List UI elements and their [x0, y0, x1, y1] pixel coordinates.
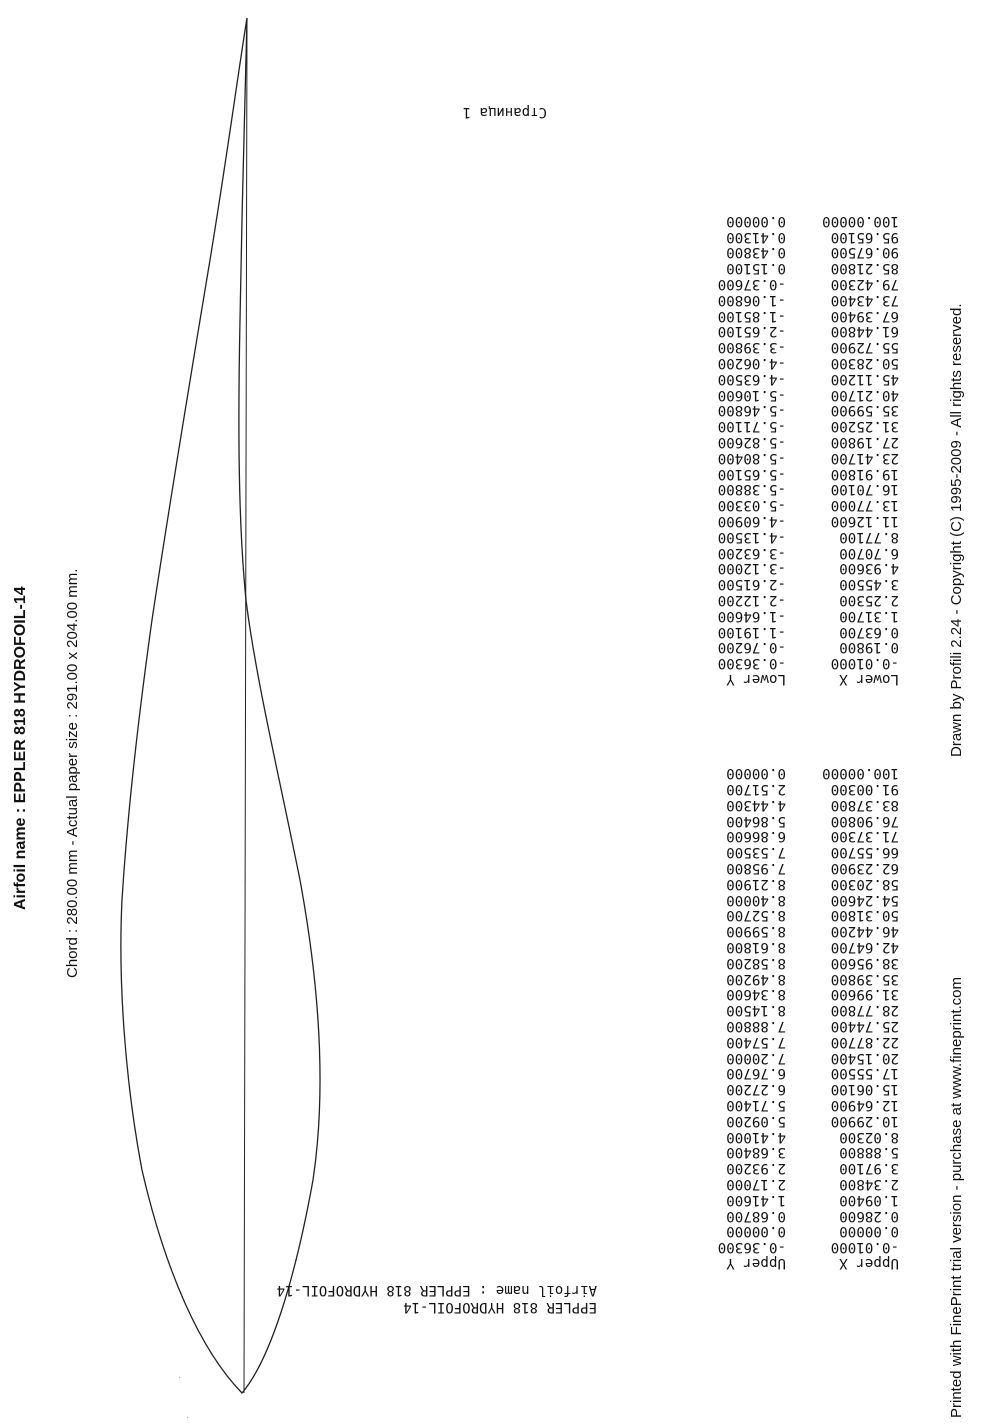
upper-y-value: 8.58200 — [726, 954, 786, 971]
table-row — [686, 275, 899, 291]
lower-y-value: -4.63500 — [717, 370, 786, 387]
upper-x-value: 71.37300 — [830, 828, 899, 845]
coords-heading-airfoil: Airfoil name : EPPLER 818 HYDROFOIL-14 — [276, 1282, 597, 1298]
lower-y-value: -1.85100 — [717, 307, 786, 324]
drawn-by-text: Drawn by Profili 2.24 - Copyright (C) 1995-2009 - All rights reserved. — [948, 303, 965, 757]
lower-x-value: 1.31700 — [839, 607, 899, 624]
lower-x-value: 27.19800 — [830, 434, 899, 451]
table-row — [686, 544, 899, 560]
upper-x-value: 91.00300 — [830, 781, 899, 798]
table-row — [686, 307, 899, 323]
table-row — [686, 323, 899, 339]
table-row — [686, 370, 899, 386]
upper-y-value: 4.44300 — [726, 796, 786, 813]
upper-y-value: 8.14500 — [726, 1002, 786, 1019]
table-row — [686, 765, 899, 781]
lower-y-value: -5.38800 — [717, 481, 786, 498]
table-row — [686, 1065, 899, 1081]
lower-y-value: -2.61500 — [717, 576, 786, 593]
upper-y-value: 6.27200 — [726, 1081, 786, 1098]
table-row — [686, 512, 899, 528]
upper-x-value: 5.88800 — [839, 1144, 899, 1161]
table-row — [686, 212, 899, 228]
table-row — [686, 954, 899, 970]
lower-y-value: -4.13500 — [717, 528, 786, 545]
upper-y-value: 7.20000 — [726, 1049, 786, 1066]
upper-y-value: 6.86600 — [726, 828, 786, 845]
upper-y-header: Upper Y — [726, 1255, 786, 1271]
table-row — [686, 654, 899, 670]
table-row — [686, 796, 899, 812]
table-row — [686, 859, 899, 875]
lower-x-value: 55.72900 — [830, 339, 899, 356]
upper-y-value: -0.36300 — [717, 1239, 786, 1256]
lower-y-value: -1.19100 — [717, 623, 786, 640]
lower-x-value: 90.67500 — [830, 244, 899, 261]
upper-y-value: 6.76700 — [726, 1065, 786, 1082]
lower-x-value: 79.42300 — [830, 276, 899, 293]
upper-x-value: 3.97100 — [839, 1160, 899, 1177]
table-row — [686, 354, 899, 370]
upper-y-value: 8.52700 — [726, 907, 786, 924]
lower-y-value: 0.41300 — [726, 228, 786, 245]
lower-y-value: -3.63200 — [717, 544, 786, 561]
upper-y-value: 0.68700 — [726, 1207, 786, 1224]
table-row — [686, 1175, 899, 1191]
lower-x-value: 4.93600 — [839, 560, 899, 577]
page-number-label: Страница 1 — [462, 104, 547, 120]
table-row — [686, 891, 899, 907]
lower-y-value: -3.12000 — [717, 560, 786, 577]
lower-y-value: -3.39800 — [717, 339, 786, 356]
lower-x-value: 100.00000 — [822, 212, 899, 229]
lower-y-value: -0.37600 — [717, 276, 786, 293]
lower-y-value: -1.64600 — [717, 607, 786, 624]
lower-y-value: -1.06800 — [717, 291, 786, 308]
upper-x-value: 31.99600 — [830, 986, 899, 1003]
lower-x-value: 45.11200 — [830, 370, 899, 387]
upper-x-value: 50.31800 — [830, 907, 899, 924]
lower-x-value: 95.65100 — [830, 228, 899, 245]
upper-x-value: 46.44200 — [830, 923, 899, 940]
table-row — [686, 259, 899, 275]
scan-speck: · — [186, 1413, 189, 1422]
upper-y-value: 8.34600 — [726, 986, 786, 1003]
lower-y-value: -2.12200 — [717, 592, 786, 609]
table-row — [686, 1096, 899, 1112]
lower-x-header: Lower X — [839, 671, 899, 687]
table-row — [686, 1223, 899, 1239]
upper-x-value: 54.24600 — [830, 891, 899, 908]
upper-x-value: 62.23900 — [830, 860, 899, 877]
table-row — [686, 843, 899, 859]
table-row — [686, 228, 899, 244]
upper-x-value: 8.02300 — [839, 1128, 899, 1145]
lower-x-value: 40.21700 — [830, 386, 899, 403]
upper-y-value: 3.68400 — [726, 1144, 786, 1161]
upper-x-value: -0.01000 — [830, 1239, 899, 1256]
lower-surface-table — [686, 212, 899, 686]
upper-y-value: 7.53500 — [726, 844, 786, 861]
table-row — [686, 417, 899, 433]
lower-x-value: 35.59900 — [830, 402, 899, 419]
lower-y-value: -5.65100 — [717, 465, 786, 482]
lower-x-value: 0.19800 — [839, 639, 899, 656]
table-row — [686, 338, 899, 354]
chord-info: Chord : 280.00 mm - Actual paper size : 291.00 x 204.00 mm. — [64, 568, 81, 978]
table-row — [686, 481, 899, 497]
table-row — [686, 639, 899, 655]
upper-y-value: 8.49200 — [726, 970, 786, 987]
table-row — [686, 828, 899, 844]
table-row — [686, 449, 899, 465]
lower-y-value: -5.82600 — [717, 434, 786, 451]
lower-y-value: -4.60900 — [717, 513, 786, 530]
table-row — [686, 875, 899, 891]
upper-x-value: 83.37800 — [830, 796, 899, 813]
scan-speck: · — [178, 1373, 181, 1382]
table-row — [686, 591, 899, 607]
table-row — [686, 922, 899, 938]
upper-x-value: 12.64900 — [830, 1097, 899, 1114]
lower-x-value: 11.12600 — [830, 513, 899, 530]
upper-surface-table — [686, 765, 899, 1271]
lower-y-value: 0.15100 — [726, 260, 786, 277]
lower-y-value: -5.80400 — [717, 449, 786, 466]
lower-x-value: 23.41700 — [830, 449, 899, 466]
lower-y-value: 0.00000 — [726, 212, 786, 229]
upper-y-value: 5.09200 — [726, 1112, 786, 1129]
upper-x-value: 10.29900 — [830, 1112, 899, 1129]
upper-y-value: 7.88800 — [726, 1018, 786, 1035]
table-row — [686, 780, 899, 796]
upper-x-value: 15.06100 — [830, 1081, 899, 1098]
lower-y-value: -5.46800 — [717, 402, 786, 419]
upper-y-value: 0.00000 — [726, 1223, 786, 1240]
lower-x-value: 0.63700 — [839, 623, 899, 640]
lower-x-value: 19.91800 — [830, 465, 899, 482]
table-row — [686, 1128, 899, 1144]
lower-x-value: 8.77100 — [839, 528, 899, 545]
table-header-row — [686, 670, 899, 686]
table-row — [686, 623, 899, 639]
lower-y-value: 0.43800 — [726, 244, 786, 261]
upper-x-value: 28.77800 — [830, 1002, 899, 1019]
table-row — [686, 402, 899, 418]
lower-y-value: -0.76200 — [717, 639, 786, 656]
upper-x-value: 38.95600 — [830, 954, 899, 971]
upper-y-value: 8.59900 — [726, 923, 786, 940]
lower-x-value: 3.45500 — [839, 576, 899, 593]
table-row — [686, 560, 899, 576]
table-row — [686, 465, 899, 481]
upper-y-value: 4.41000 — [726, 1128, 786, 1145]
lower-x-value: 50.28300 — [830, 355, 899, 372]
lower-x-value: 67.39400 — [830, 307, 899, 324]
upper-x-value: 76.90800 — [830, 812, 899, 829]
upper-y-value: 2.17000 — [726, 1176, 786, 1193]
lower-x-value: 13.77000 — [830, 497, 899, 514]
table-row — [686, 528, 899, 544]
lower-x-value: 31.25200 — [830, 418, 899, 435]
upper-x-value: 0.28600 — [839, 1207, 899, 1224]
fineprint-text: Printed with FinePrint trial version - purchase at www.fineprint.com — [948, 976, 965, 1418]
upper-y-value: 5.86400 — [726, 812, 786, 829]
upper-x-value: 2.34800 — [839, 1176, 899, 1193]
table-row — [686, 1017, 899, 1033]
upper-x-value: 25.74400 — [830, 1018, 899, 1035]
table-row — [686, 986, 899, 1002]
table-row — [686, 1144, 899, 1160]
upper-y-value: 7.57400 — [726, 1033, 786, 1050]
lower-x-value: 85.21800 — [830, 260, 899, 277]
table-row — [686, 1033, 899, 1049]
upper-y-value: 1.41600 — [726, 1191, 786, 1208]
table-row — [686, 1238, 899, 1254]
table-row — [686, 575, 899, 591]
lower-y-header: Lower Y — [726, 671, 786, 687]
upper-y-value: 8.21900 — [726, 875, 786, 892]
table-row — [686, 1112, 899, 1128]
table-header-row — [686, 1254, 899, 1270]
table-row — [686, 386, 899, 402]
upper-x-value: 0.00000 — [839, 1223, 899, 1240]
upper-x-value: 17.55500 — [830, 1065, 899, 1082]
lower-y-value: -5.03300 — [717, 497, 786, 514]
table-row — [686, 1159, 899, 1175]
table-row — [686, 1001, 899, 1017]
table-row — [686, 607, 899, 623]
upper-y-value: 8.61800 — [726, 939, 786, 956]
lower-y-value: -5.10600 — [717, 386, 786, 403]
upper-y-value: 2.93200 — [726, 1160, 786, 1177]
table-row — [686, 1049, 899, 1065]
lower-y-value: -2.65100 — [717, 323, 786, 340]
upper-y-value: 8.40000 — [726, 891, 786, 908]
lower-y-value: -5.71100 — [717, 418, 786, 435]
lower-x-value: 61.44800 — [830, 323, 899, 340]
upper-x-value: 20.15400 — [830, 1049, 899, 1066]
lower-y-value: -4.06200 — [717, 355, 786, 372]
upper-x-value: 66.55700 — [830, 844, 899, 861]
lower-x-value: 6.70700 — [839, 544, 899, 561]
upper-x-value: 35.39800 — [830, 970, 899, 987]
table-row — [686, 812, 899, 828]
upper-x-value: 42.64700 — [830, 939, 899, 956]
upper-x-value: 22.87700 — [830, 1033, 899, 1050]
table-row — [686, 1207, 899, 1223]
upper-x-header: Upper X — [839, 1255, 899, 1271]
table-row — [686, 907, 899, 923]
upper-x-value: 58.20300 — [830, 875, 899, 892]
table-row — [686, 496, 899, 512]
upper-x-value: 1.09400 — [839, 1191, 899, 1208]
lower-y-value: -0.36300 — [717, 655, 786, 672]
lower-x-value: -0.01000 — [830, 655, 899, 672]
upper-x-value: 100.00000 — [822, 765, 899, 782]
lower-x-value: 2.25300 — [839, 592, 899, 609]
lower-x-value: 73.43400 — [830, 291, 899, 308]
upper-y-value: 2.51700 — [726, 781, 786, 798]
table-row — [686, 1191, 899, 1207]
table-row — [686, 244, 899, 260]
table-row — [686, 1080, 899, 1096]
table-row — [686, 970, 899, 986]
upper-y-value: 7.95800 — [726, 860, 786, 877]
table-row — [686, 433, 899, 449]
upper-y-value: 0.00000 — [726, 765, 786, 782]
airfoil-name-title: Airfoil name : EPPLER 818 HYDROFOIL-14 — [12, 586, 29, 910]
upper-y-value: 5.71400 — [726, 1097, 786, 1114]
table-row — [686, 291, 899, 307]
coords-heading-name: EPPLER 818 HYDROFOIL-14 — [403, 1299, 597, 1315]
table-row — [686, 938, 899, 954]
lower-x-value: 16.70100 — [830, 481, 899, 498]
